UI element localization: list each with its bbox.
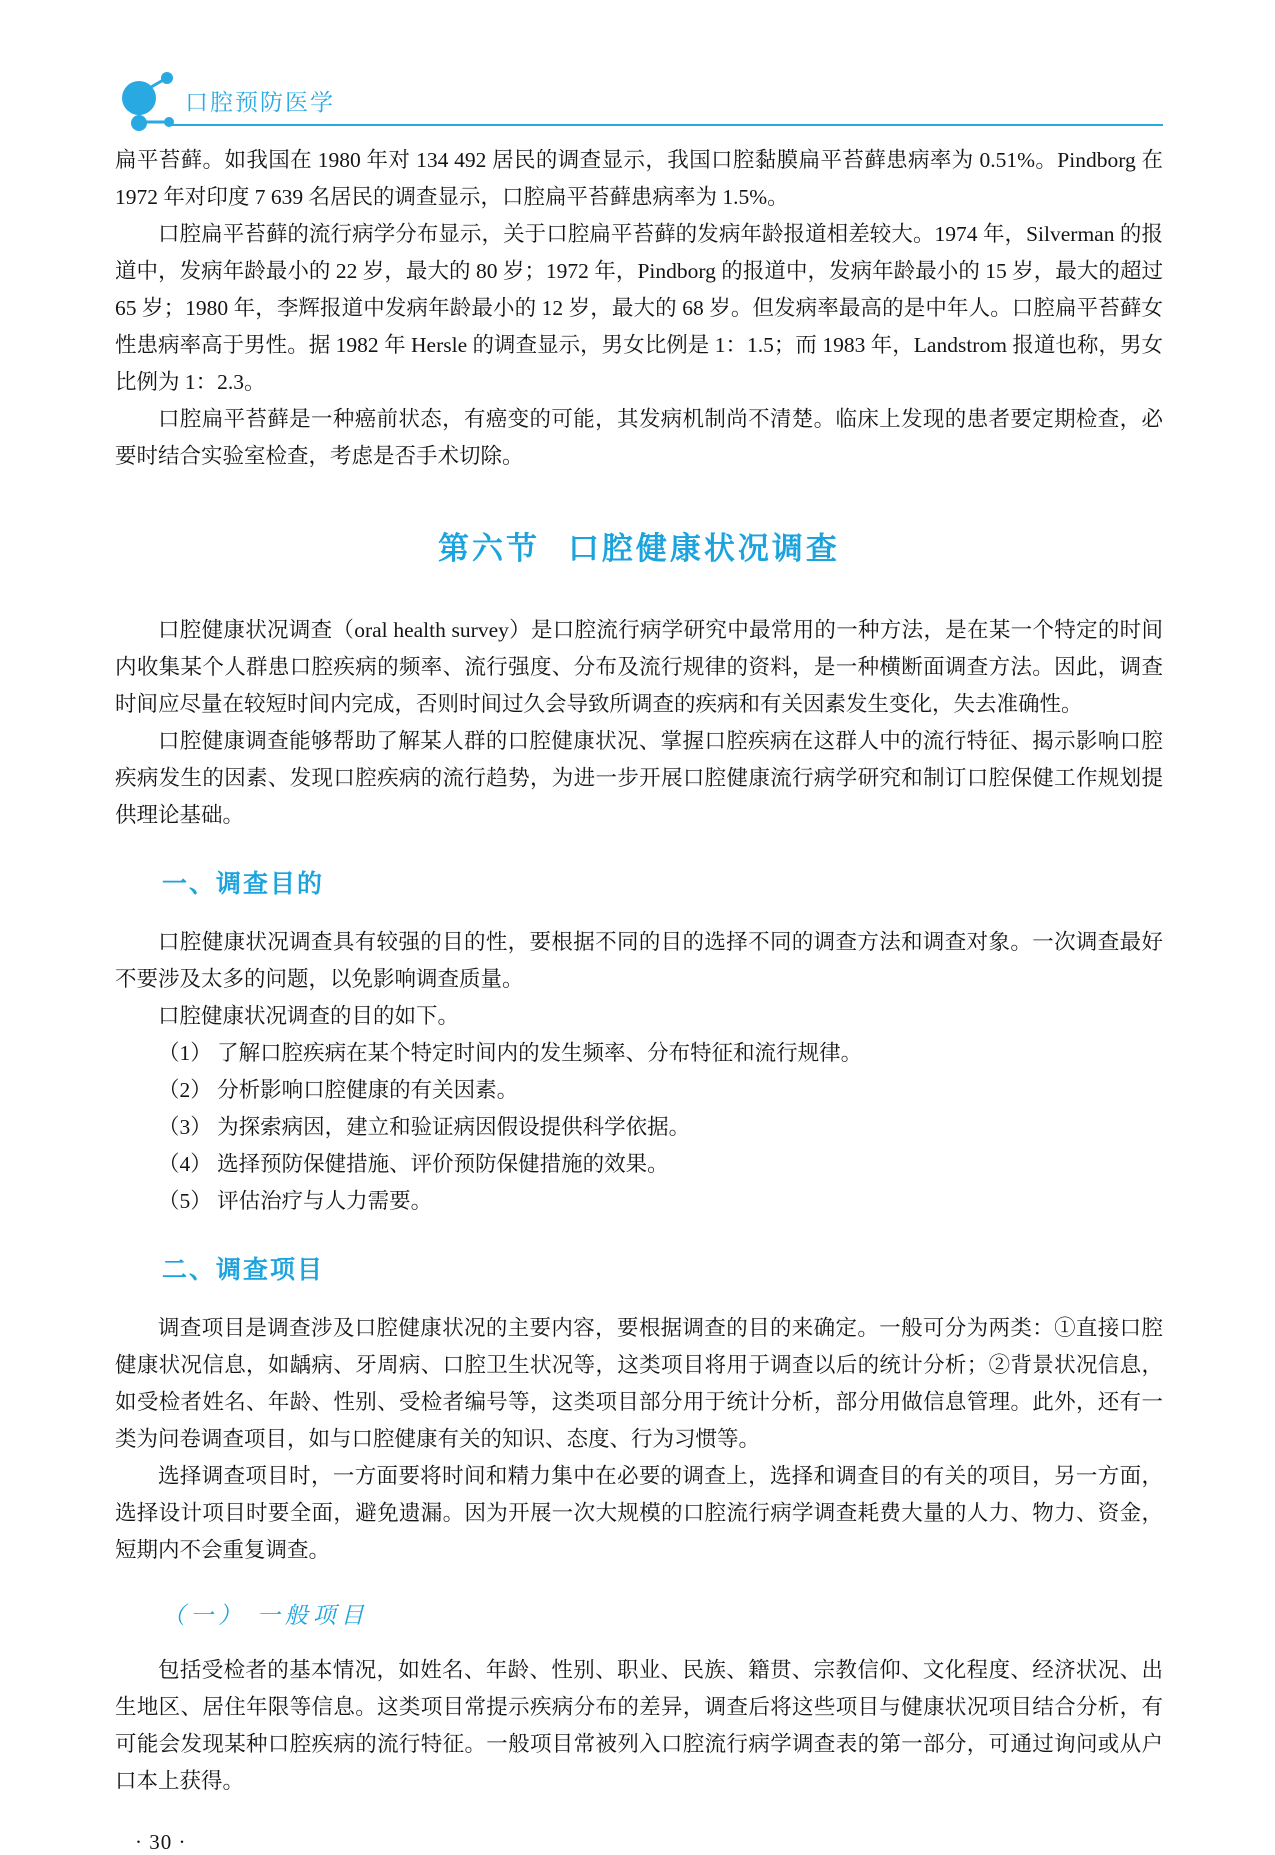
paragraph-survey-items-selection: 选择调查项目时，一方面要将时间和精力集中在必要的调查上，选择和调查目的有关的项目，另一方面，选择设计项目时要全面，避免遗漏。因为开展一次大规模的口腔流行病学调查耗费大量的人力、物力、资金，短期内不会重复调查。 xyxy=(115,1464,1163,1562)
paragraph-general-items-detail: 包括受检者的基本情况，如姓名、年龄、性别、职业、民族、籍贯、宗教信仰、文化程度、经济状况、出生地区、居住年限等信息。这类项目常提示疾病分布的差异，调查后将这些项目与健康状况项目结合分析，有可能会发现某种口腔疾病的流行特征。一般项目常被列入口腔流行病学调查表的第一部分，可通过询问或从户口本上获得。 xyxy=(115,1658,1163,1793)
list-item-5: （5） 评估治疗与人力需要。 xyxy=(158,1189,433,1213)
heading-survey-items: 二、调查项目 xyxy=(162,1256,325,1284)
list-item-3: （3） 为探索病因，建立和验证病因假设提供科学依据。 xyxy=(158,1115,691,1139)
book-title: 口腔预防医学 xyxy=(185,89,335,115)
list-item-2: （2） 分析影响口腔健康的有关因素。 xyxy=(158,1078,519,1102)
header-rule xyxy=(171,124,1163,126)
section-title-text: 口腔健康状况调查 xyxy=(567,531,840,566)
molecule-icon xyxy=(103,60,181,138)
paragraph-epidemiology-age: 口腔扁平苔藓的流行病学分布显示，关于口腔扁平苔藓的发病年龄报道相差较大。1974 年，Silverman 的报道中，发病年龄最小的 22 岁，最大的 80 岁；1972 年，Pindborg 的报道中，发病年龄最小的 15 岁，最大的超过 65 岁；1980 年，李辉报道中发病年龄最小的 12 岁，最大的 68 岁。但发病率最高的是中年人。口腔扁平苔藓女性患病率高于男性。据 1982 年 Hersle 的调查显示，男女比例是 1：1.5；而 1983 年，Landstrom 报道也称，男女比例为 1：2.3。 xyxy=(115,222,1163,394)
section-title xyxy=(115,523,1163,568)
running-header xyxy=(115,72,1163,136)
paragraph-survey-items-types: 调查项目是调查涉及口腔健康状况的主要内容，要根据调查的目的来确定。一般可分为两类：①直接口腔健康状况信息，如龋病、牙周病、口腔卫生状况等，这类项目将用于调查以后的统计分析；②背景状况信息，如受检者姓名、年龄、性别、受检者编号等，这类项目部分用于统计分析，部分用做信息管理。此外，还有一类为问卷调查项目，如与口腔健康有关的知识、态度、行为习惯等。 xyxy=(115,1316,1163,1451)
paragraph-precancerous-state: 口腔扁平苔藓是一种癌前状态，有癌变的可能，其发病机制尚不清楚。临床上发现的患者要定期检查，必要时结合实验室检查，考虑是否手术切除。 xyxy=(115,407,1163,468)
heading-survey-purpose: 一、调查目的 xyxy=(162,870,325,898)
page-number: · 30 · xyxy=(135,1830,187,1854)
paragraph-purpose-lead-in: 口腔健康状况调查的目的如下。 xyxy=(158,1004,460,1028)
paragraph-survey-benefits: 口腔健康调查能够帮助了解某人群的口腔健康状况、掌握口腔疾病在这群人中的流行特征、揭示影响口腔疾病发生的因素、发现口腔疾病的流行趋势，为进一步开展口腔健康流行病学研究和制订口腔保健工作规划提供理论基础。 xyxy=(115,729,1163,827)
list-item-1: （1） 了解口腔疾病在某个特定时间内的发生频率、分布特征和流行规律。 xyxy=(158,1041,863,1065)
section-label: 第六节 xyxy=(438,531,541,566)
paragraph-lichen-planus-rates: 扁平苔藓。如我国在 1980 年对 134 492 居民的调查显示，我国口腔黏膜扁平苔藓患病率为 0.51%。Pindborg 在 1972 年对印度 7 639 名居民的调查显示，口腔扁平苔藓患病率为 1.5%。 xyxy=(115,148,1163,209)
list-item-4: （4） 选择预防保健措施、评价预防保健措施的效果。 xyxy=(158,1152,669,1176)
heading-general-items: （一） 一般项目 xyxy=(162,1603,369,1628)
paragraph-oral-health-survey-def: 口腔健康状况调查（oral health survey）是口腔流行病学研究中最常用的一种方法，是在某一个特定的时间内收集某个人群患口腔疾病的频率、流行强度、分布及流行规律的资料，是一种横断面调查方法。因此，调查时间应尽量在较短时间内完成，否则时间过久会导致所调查的疾病和有关因素发生变化，失去准确性。 xyxy=(115,618,1163,716)
paragraph-purpose-intro: 口腔健康状况调查具有较强的目的性，要根据不同的目的选择不同的调查方法和调查对象。一次调查最好不要涉及太多的问题，以免影响调查质量。 xyxy=(115,930,1163,991)
